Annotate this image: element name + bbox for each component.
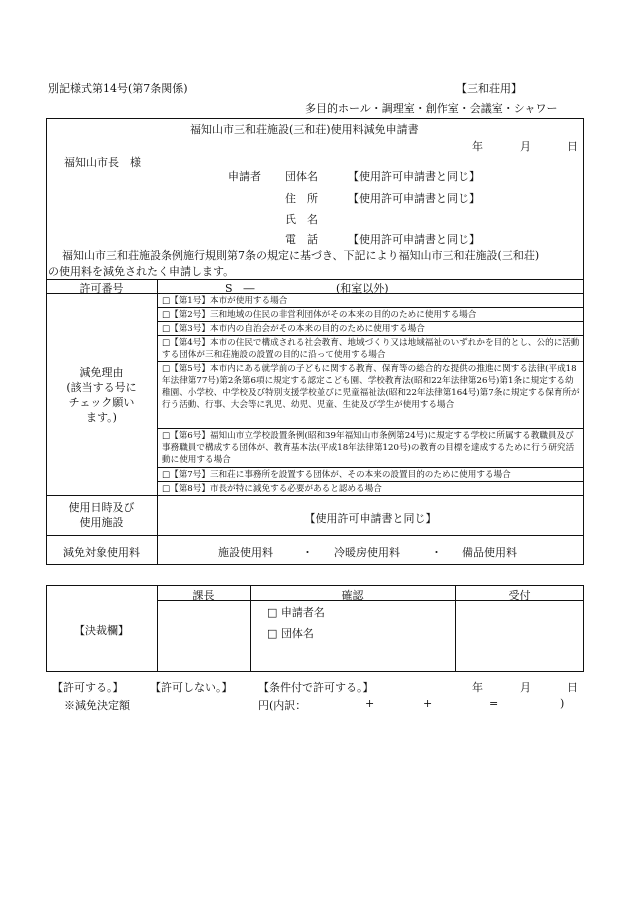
reason-divider xyxy=(157,428,584,429)
usage-value[interactable]: 【使用許可申請書と同じ】 xyxy=(304,512,437,525)
form-title: 福知山市三和荘施設(三和荘)使用料減免申請書 xyxy=(190,123,419,136)
decision-date-month: 月 xyxy=(520,681,531,694)
divider xyxy=(46,535,584,536)
permit-number[interactable]: S ― xyxy=(225,282,255,295)
fee-aircon[interactable]: 冷暖房使用料 xyxy=(334,546,400,559)
amount-breakdown-start: 円(内訳： xyxy=(258,699,307,712)
facility-tag: 【三和荘用】 xyxy=(456,82,522,95)
date-month: 月 xyxy=(520,140,531,153)
amount-plus: + xyxy=(423,697,433,710)
field-value-group[interactable]: 【使用許可申請書と同じ】 xyxy=(348,170,480,183)
reason-divider xyxy=(157,467,584,468)
col-chief: 課長 xyxy=(192,589,215,602)
fee-separator: ・ xyxy=(431,546,442,559)
decision-date-day: 日 xyxy=(567,681,578,694)
field-value-phone[interactable]: 【使用許可申請書と同じ】 xyxy=(348,233,480,246)
reason-item-3[interactable]: □【第3号】本市内の自治会がその本来の目的のために使用する場合 xyxy=(162,324,425,334)
fee-facility[interactable]: 施設使用料 xyxy=(218,546,273,559)
reason-item-5[interactable]: □【第5号】本市内にある就学前の子どもに関する教育、保育等の総合的な提供の推進に関する法律(平成18年法律第77号)第2条第6項に規定する認定こども園、学校教育法(昭和22年法律第26号)第1条に規定する幼稚園、小学校、中学校及び特別支援学校並びに児童福祉法(昭和22年法律第164号)第7条に規定する保育所が行う活動、行事、大会等に乳児、幼児、児童、生徒及び学生が使用する場合 xyxy=(162,364,580,410)
decision-label: 【決裁欄】 xyxy=(74,624,129,637)
amount-close: ) xyxy=(560,697,565,710)
field-label-phone: 電 話 xyxy=(285,233,318,246)
reason-divider xyxy=(157,481,584,482)
usage-label-line: 使用日時及び xyxy=(68,501,135,514)
room-list: 多目的ホール・調理室・創作室・会議室・シャワー xyxy=(305,102,558,115)
reasons-label-line: (該当する号に xyxy=(66,381,137,394)
reasons-label-line: 減免理由 xyxy=(79,366,124,379)
reason-divider xyxy=(157,361,584,362)
amount-equals: = xyxy=(489,697,499,710)
permit-note: (和室以外) xyxy=(336,282,389,295)
field-label-group: 団体名 xyxy=(285,170,318,183)
field-label-address: 住 所 xyxy=(285,192,318,205)
divider xyxy=(46,495,584,496)
reasons-label-line: ます。) xyxy=(86,411,117,424)
reason-item-7[interactable]: □【第7号】三和荘に事務所を設置する団体が、その本来の設置目的のために使用する場合 xyxy=(162,470,511,480)
reason-item-1[interactable]: □【第1号】本市が使用する場合 xyxy=(162,296,288,306)
col-reception: 受付 xyxy=(508,589,531,602)
field-label-name: 氏 名 xyxy=(285,213,318,226)
body-text-line2: の使用料を減免されたく申請します。 xyxy=(48,265,235,278)
reasons-label xyxy=(46,365,157,425)
reason-item-8[interactable]: □【第8号】市長が特に減免する必要があると認める場合 xyxy=(162,484,382,494)
date-year: 年 xyxy=(472,140,483,153)
decision-date-year: 年 xyxy=(472,681,483,694)
reason-item-4[interactable]: □【第4号】本市の住民で構成される社会教育、地域づくり又は地域福祉のいずれかを目的とし、公的に活動する団体が三和荘施設の設置の目的に沿って使用する場合 xyxy=(162,338,580,360)
option-deny[interactable]: 【許可しない。】 xyxy=(150,681,233,694)
fee-separator: ・ xyxy=(302,546,313,559)
usage-label-line: 使用施設 xyxy=(79,516,124,529)
reason-item-6[interactable]: □【第6号】福知山市立学校設置条例(昭和39年福知山市条例第24号)に規定する学校に所属する教職員及び事務職員で構成する団体が、教育基本法(平成18年法律第120号)の教育の目標を達成するために行う研究活動に使用する場合 xyxy=(162,431,575,465)
reason-divider xyxy=(157,307,584,308)
form-number: 別記様式第14号(第7条関係) xyxy=(48,82,188,95)
option-conditional[interactable]: 【条件付で許可する。】 xyxy=(258,681,374,694)
applicant-label: 申請者 xyxy=(228,170,261,183)
reason-divider xyxy=(157,335,584,336)
permit-label: 許可番号 xyxy=(79,282,124,295)
fee-label: 減免対象使用料 xyxy=(63,546,140,559)
addressee: 福知山市長 様 xyxy=(64,156,141,169)
reason-divider xyxy=(157,321,584,322)
usage-label xyxy=(46,500,157,530)
check-applicant-name[interactable]: □ 申請者名 xyxy=(267,606,325,619)
reasons-label-line: チェック願い xyxy=(68,396,135,409)
col-confirm: 確認 xyxy=(341,589,364,602)
amount-plus: + xyxy=(365,697,375,710)
body-text-line1: 福知山市三和荘施設条例施行規則第7条の規定に基づき、下記により福知山市三和荘施設(三和荘) xyxy=(62,249,540,262)
check-group-name[interactable]: □ 団体名 xyxy=(267,627,314,640)
field-value-address[interactable]: 【使用許可申請書と同じ】 xyxy=(348,192,480,205)
amount-label: ※減免決定額 xyxy=(64,699,130,712)
fee-equipment[interactable]: 備品使用料 xyxy=(462,546,517,559)
reason-item-2[interactable]: □【第2号】三和地域の住民の非営利団体がその本来の目的のために使用する場合 xyxy=(162,310,477,320)
option-permit[interactable]: 【許可する。】 xyxy=(52,681,124,694)
date-day: 日 xyxy=(567,140,578,153)
